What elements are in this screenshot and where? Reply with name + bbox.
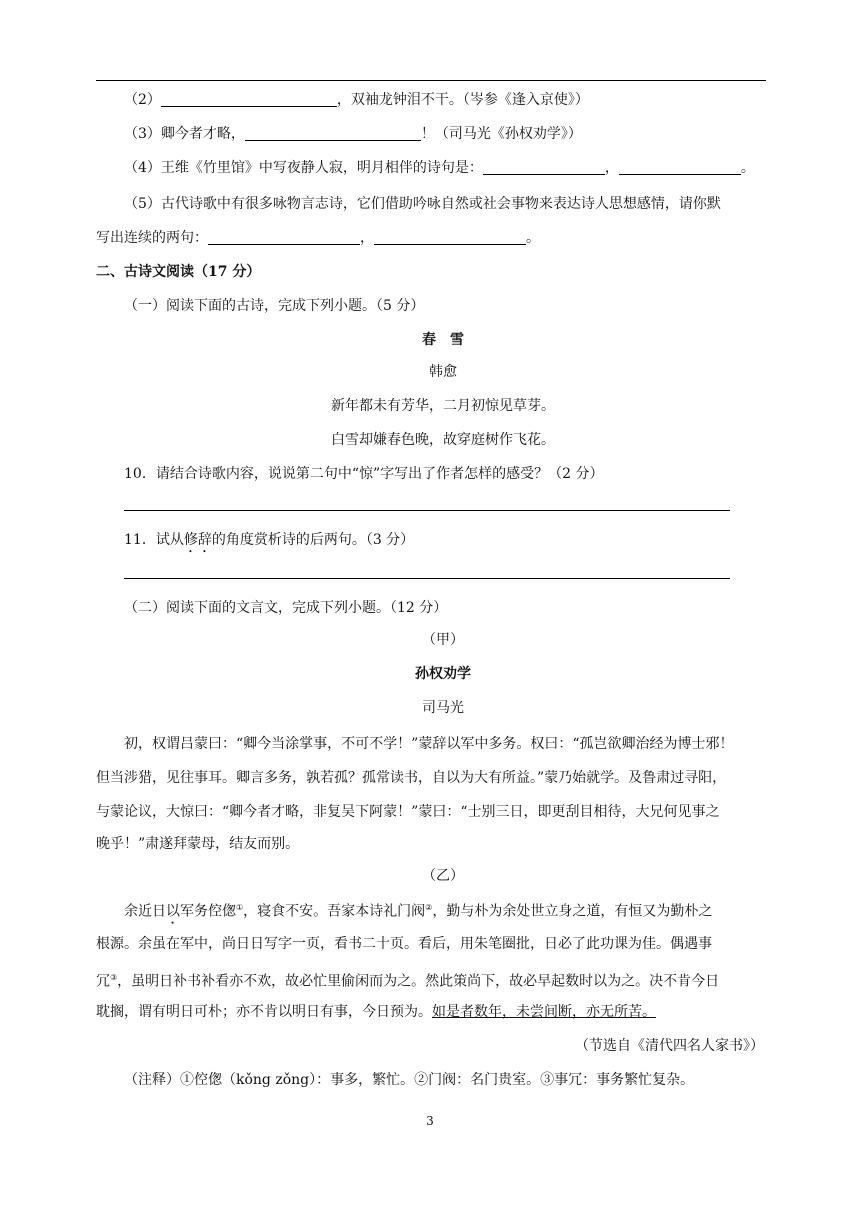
answer-blank[interactable] <box>619 160 741 175</box>
passage-line: 根源。余虽在军中，尚日日写字一页，看书二十页。看后，用朱笔圈批，日必了此功课为佳。偶遇事 <box>96 936 712 952</box>
passage-line: 耽搁，谓有明日可朴；亦不肯以明日有事，今日预为。如是者数年，未尝间断，亦无所苦。 <box>96 1004 656 1020</box>
answer-line[interactable] <box>124 510 730 511</box>
answer-blank[interactable] <box>374 230 526 245</box>
answer-blank[interactable] <box>245 126 421 141</box>
poem-title: 春 雪 <box>422 332 464 348</box>
underlined-sentence: 如是者数年，未尝间断，亦无所苦。 <box>432 1004 656 1020</box>
passage-line: 与蒙论议，大惊曰：“卿今者才略，非复吴下阿蒙！”蒙曰：“士别三日，即更刮目相待，大兄何见事之 <box>96 804 720 820</box>
page-number: 3 <box>426 1114 434 1128</box>
part2-intro: （二）阅读下面的文言文，完成下列小题。（12 分） <box>124 600 448 616</box>
poem-line: 新年都未有芳华，二月初惊见草芽。 <box>331 398 555 414</box>
poem-line: 白雪却嫌春色晚，故穿庭树作飞花。 <box>331 432 555 448</box>
passage-line: 初，权谓吕蒙曰：“卿今当涂掌事，不可不学！”蒙辞以军中多务。权曰：“孤岂欲卿治经为博士邪！ <box>124 736 734 752</box>
answer-line[interactable] <box>124 578 730 579</box>
fill-in-q3: （3）卿今者才略， ！（司马光《孙权劝学》） <box>124 126 582 142</box>
passage-line: 但当涉猎，见往事耳。卿言多务，孰若孤？孤常读书，自以为大有所益。”蒙乃始就学。及鲁肃过寻阳， <box>96 770 727 786</box>
fill-in-q5-line1: （5）古代诗歌中有很多咏物言志诗，它们借助吟咏自然或社会事物来表达诗人思想感情，请你默 <box>124 196 721 212</box>
passage-line: 晚乎！”肃遂拜蒙母，结友而别。 <box>96 836 300 852</box>
passage-label-jia: （甲） <box>422 632 464 648</box>
source-citation: （节选自《清代四名人家书》） <box>575 1038 764 1054</box>
part1-intro: （一）阅读下面的古诗，完成下列小题。（5 分） <box>124 298 425 314</box>
answer-blank[interactable] <box>483 160 605 175</box>
section-heading: 二、古诗文阅读（17 分） <box>96 264 261 280</box>
passage-title: 孙权劝学 <box>415 666 471 682</box>
question-11: 11．试从修辞的角度赏析诗的后两句。（3 分） <box>124 532 415 548</box>
answer-blank[interactable] <box>161 92 337 107</box>
passage-line: 冗③，虽明日补书补看亦不欢，故必忙里偷闲而为之。然此策尚下，故必早起数时以为之。决不肯今日 <box>96 973 720 990</box>
fill-in-q2: （2） ，双袖龙钟泪不干。（岑参《逢入京使》） <box>124 92 589 108</box>
header-rule <box>96 80 766 81</box>
passage-line: 余近日以军务倥偬①，寝食不安。吾家本诗礼门阀②，勤与朴为余处世立身之道，有恒又为勤朴之 <box>124 903 713 920</box>
passage-label-yi: （乙） <box>422 868 464 884</box>
poem-author: 韩愈 <box>429 364 457 380</box>
passage-author: 司马光 <box>422 700 464 716</box>
notes: （注释）①倥偬（kǒng zǒng）：事多，繁忙。②门阀：名门贵室。③事冗：事务繁忙复杂。 <box>124 1072 695 1088</box>
question-10: 10．请结合诗歌内容，说说第二句中“惊”字写出了作者怎样的感受？（2 分） <box>124 466 604 482</box>
fill-in-q5-line2: 写出连续的两句： ， 。 <box>96 230 540 246</box>
fill-in-q4: （4）王维《竹里馆》中写夜静人寂，明月相伴的诗句是： ， 。 <box>124 160 755 176</box>
answer-blank[interactable] <box>208 230 360 245</box>
